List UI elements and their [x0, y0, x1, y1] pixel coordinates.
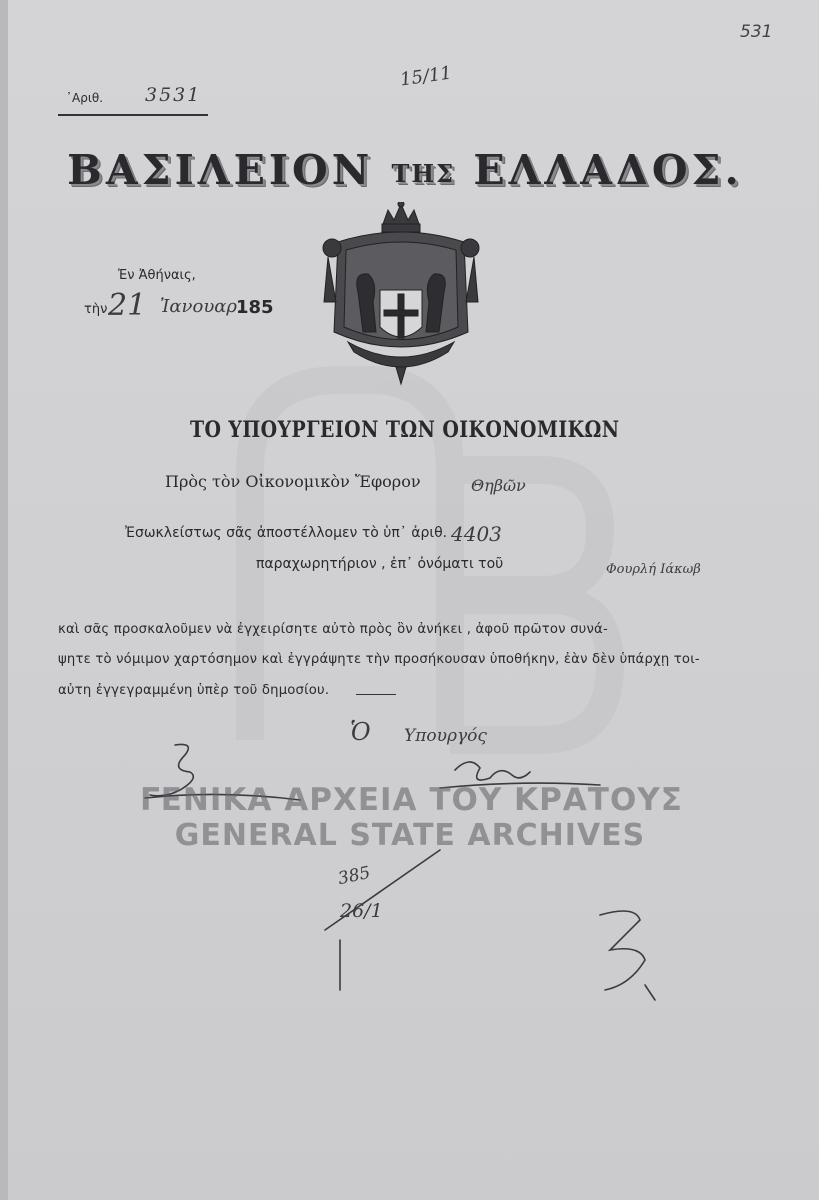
concession-line: παραχωρητήριον , ἐπ᾽ ὀνόματι τοῦ	[256, 556, 504, 572]
body-line-3: αὐτη ἐγγεγραμμένη ὑπὲρ τοῦ δημοσίου.	[58, 683, 330, 698]
annotation-number: 385	[336, 862, 373, 890]
signature-article: Ὁ	[350, 718, 371, 746]
date-year: 185	[236, 297, 274, 318]
reference-number: 3531	[145, 84, 202, 106]
recipient-label: Πρὸς τὸν Οἰκονομικὸν Ἔφορον	[165, 472, 421, 491]
body-line-2: ψητε τὸ νόμιμον χαρτόσημον καὶ ἐγγράψητε τὴν προσήκουσαν ὑποθήκην, ἐὰν δὲν ὑπάρχῃ τοι-	[58, 652, 700, 667]
date-prefix: τὴν	[84, 302, 108, 317]
concession-holder-name: Φουρλή Ιάκωβ	[606, 562, 701, 577]
date-day: 21	[108, 288, 147, 323]
reference-fraction: 15/11	[398, 62, 454, 91]
signature-title: Υπουργός	[404, 726, 487, 746]
ministry-heading: ΤΟ ΥΠΟΥΡΓΕΙΟΝ ΤΩΝ ΟΙΚΟΝΟΜΙΚΩΝ	[190, 417, 620, 443]
enclosure-number: 4403	[451, 522, 502, 546]
place-of-issue: Ἐν Ἀθήναις,	[118, 268, 196, 283]
archive-watermark-english: GENERAL STATE ARCHIVES	[174, 818, 646, 853]
archive-watermark-greek: ΓΕΝΙΚΑ ΑΡΧΕΙΑ ΤΟΥ ΚΡΑΤΟΥΣ	[140, 782, 683, 818]
recipient-handwritten: Θηβῶν	[471, 476, 526, 495]
heading-word-2: ΤΗΣ	[391, 159, 456, 188]
heading-word-1: ΒΑΣΙΛΕΙΟΝ	[67, 146, 374, 194]
enclosure-text: Ἐσωκλείστως σᾶς ἀποστέλλομεν τὸ ὑπ᾽ ἀριθ.	[125, 525, 448, 541]
body-line-1: καὶ σᾶς προσκαλοῦμεν νὰ ἐγχειρίσητε αὐτὸ πρὸς ὃν ἀνήκει , ἀφοῦ πρῶτον συνά-	[58, 622, 608, 637]
reference-label: ᾽Αριθ.	[66, 91, 104, 105]
date-month: Ἰανουαρ.	[160, 296, 243, 317]
archive-page-number: 531	[740, 22, 773, 42]
annotation-date: 26/1	[340, 900, 383, 922]
heading-word-3: ΕΛΛΑΔΟΣ.	[473, 146, 743, 194]
